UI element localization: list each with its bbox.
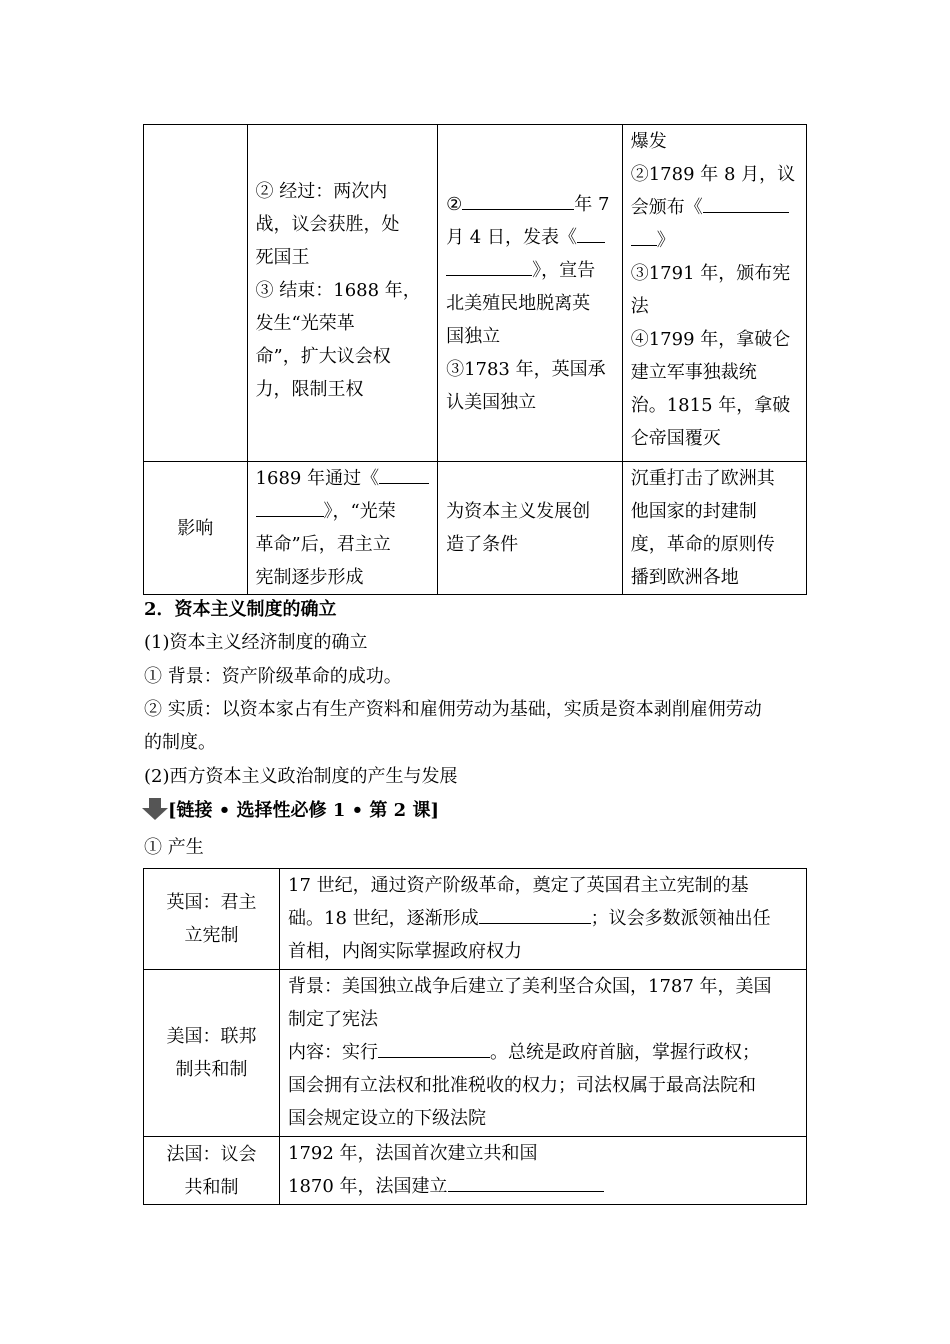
fill-blank[interactable] bbox=[379, 463, 429, 484]
text-fragment: 年 7 bbox=[574, 194, 610, 215]
text-line: 美国：联邦 bbox=[166, 1026, 257, 1047]
text-line: ③1783 年，英国承 bbox=[446, 359, 606, 380]
fill-blank[interactable] bbox=[446, 255, 532, 276]
text-fragment: 》 bbox=[656, 230, 675, 251]
text-line: 建立军事独裁统 bbox=[630, 362, 757, 383]
uk-content-cell bbox=[280, 869, 807, 970]
item-essence-line2: 的制度。 bbox=[144, 732, 216, 753]
subheading-economic: (1)资本主义经济制度的确立 bbox=[144, 632, 368, 653]
text-fragment: 月 4 日，发表《 bbox=[446, 227, 577, 248]
text-line: ②1789 年 8 月，议 bbox=[630, 164, 796, 185]
text-line: 国独立 bbox=[446, 326, 501, 347]
text-line: 播到欧洲各地 bbox=[630, 567, 739, 588]
fill-blank[interactable] bbox=[462, 189, 574, 210]
fill-blank[interactable] bbox=[631, 225, 657, 246]
text-line: 国会规定设立的下级法院 bbox=[288, 1108, 486, 1129]
text-line: ③ 结束：1688 年， bbox=[255, 280, 421, 301]
text-line: 造了条件 bbox=[446, 534, 519, 555]
table-row-influence bbox=[144, 462, 807, 595]
link-reference bbox=[142, 794, 439, 827]
item-origin: ① 产生 bbox=[144, 837, 204, 858]
text-line bbox=[631, 224, 798, 257]
text-line bbox=[288, 1036, 798, 1069]
text-line: ② 经过：两次内 bbox=[255, 181, 388, 202]
text-fragment: 。总统是政府首脑，掌握行政权； bbox=[490, 1042, 760, 1063]
text-line: ④1799 年，拿破仑 bbox=[630, 329, 791, 350]
american-influence-cell bbox=[438, 462, 623, 595]
fill-blank[interactable] bbox=[703, 192, 789, 213]
french-influence-cell bbox=[622, 462, 806, 595]
text-line: 力，限制王权 bbox=[255, 379, 364, 400]
subheading-political: (2)西方资本主义政治制度的产生与发展 bbox=[144, 766, 458, 787]
uk-label-cell bbox=[144, 869, 280, 970]
text-line: 战，议会获胜，处 bbox=[255, 214, 400, 235]
link-text: [链接 • 选择性必修 1 • 第 2 课] bbox=[168, 800, 439, 821]
empty-label-cell bbox=[144, 125, 248, 462]
text-line: 沉重打击了欧洲其 bbox=[630, 468, 775, 489]
text-fragment: 》，宣告 bbox=[532, 260, 596, 281]
text-line: ③1791 年，颁布宪 bbox=[630, 263, 791, 284]
text-line: 爆发 bbox=[630, 131, 667, 152]
text-line bbox=[631, 191, 798, 224]
text-line: 命”，扩大议会权 bbox=[255, 346, 391, 367]
fill-blank[interactable] bbox=[256, 496, 324, 517]
text-line: 仑帝国覆灭 bbox=[630, 428, 721, 449]
text-fragment: 会颁布《 bbox=[630, 197, 703, 218]
text-fragment: ；议会多数派领袖出任 bbox=[590, 908, 771, 929]
text-line: 度，革命的原则传 bbox=[630, 534, 775, 555]
text-line: 他国家的封建制 bbox=[630, 501, 757, 522]
text-line bbox=[446, 254, 614, 287]
text-fragment: 内容：实行 bbox=[288, 1042, 378, 1063]
text-line: 制定了宪法 bbox=[288, 1009, 378, 1030]
us-label-cell bbox=[144, 970, 280, 1137]
table-row bbox=[144, 970, 807, 1137]
english-revolution-process-cell bbox=[247, 125, 438, 462]
text-line: 治。1815 年，拿破 bbox=[630, 395, 791, 416]
fill-blank[interactable] bbox=[479, 903, 591, 924]
text-line: 制共和制 bbox=[175, 1059, 248, 1080]
text-line: 英国：君主 bbox=[166, 892, 257, 913]
political-system-table bbox=[143, 868, 807, 1205]
us-content-cell bbox=[280, 970, 807, 1137]
text-line: 17 世纪，通过资产阶级革命，奠定了英国君主立宪制的基 bbox=[288, 875, 749, 896]
text-line: 法国：议会 bbox=[166, 1143, 257, 1165]
fill-blank[interactable] bbox=[577, 222, 605, 243]
text-fragment: 1689 年通过《 bbox=[255, 468, 380, 489]
item-background: ① 背景：资产阶级革命的成功。 bbox=[144, 666, 402, 687]
text-line bbox=[256, 462, 430, 495]
text-line: 法 bbox=[630, 296, 649, 317]
english-influence-cell bbox=[247, 462, 438, 595]
fill-blank[interactable] bbox=[448, 1171, 604, 1192]
text-line: 发生“光荣革 bbox=[255, 313, 355, 334]
france-label-cell bbox=[144, 1137, 280, 1205]
section-heading: 2．资本主义制度的确立 bbox=[144, 599, 337, 620]
table-row-process bbox=[144, 125, 807, 462]
text-fragment: 础。18 世纪，逐渐形成 bbox=[288, 908, 479, 929]
text-line: 死国王 bbox=[255, 247, 310, 268]
down-arrow-icon bbox=[142, 798, 168, 820]
text-line: 革命”后，君主立 bbox=[255, 534, 391, 555]
text-line: 1792 年，法国首次建立共和国 bbox=[288, 1143, 538, 1164]
text-fragment: 1870 年，法国建立 bbox=[288, 1176, 448, 1197]
text-line bbox=[288, 1170, 798, 1203]
text-line: 宪制逐步形成 bbox=[255, 567, 364, 588]
text-line: 首相，内阁实际掌握政府权力 bbox=[288, 941, 522, 962]
text-line: 认美国独立 bbox=[446, 392, 537, 413]
revolution-table bbox=[143, 124, 807, 595]
text-line: 国会拥有立法权和批准税收的权力；司法权属于最高法院和 bbox=[288, 1075, 756, 1096]
text-line: 北美殖民地脱离英 bbox=[446, 293, 591, 314]
fill-blank[interactable] bbox=[378, 1037, 490, 1058]
text-line bbox=[288, 902, 798, 935]
france-content-cell bbox=[280, 1137, 807, 1205]
table-row bbox=[144, 869, 807, 970]
item-essence-line1: ② 实质：以资本家占有生产资料和雇佣劳动为基础，实质是资本剥削雇佣劳动 bbox=[144, 699, 762, 720]
text-line bbox=[256, 495, 430, 528]
text-line: 背景：美国独立战争后建立了美利坚合众国，1787 年，美国 bbox=[288, 976, 772, 997]
american-revolution-process-cell bbox=[438, 125, 623, 462]
text-line bbox=[446, 188, 614, 221]
text-line: 为资本主义发展创 bbox=[446, 501, 591, 522]
french-revolution-process-cell bbox=[622, 125, 806, 462]
text-line bbox=[446, 221, 614, 254]
influence-label-cell: 影响 bbox=[144, 462, 248, 595]
text-line: 立宪制 bbox=[184, 925, 239, 946]
text-fragment: ② bbox=[446, 194, 463, 215]
text-fragment: 》，“光荣 bbox=[323, 501, 396, 522]
table-row bbox=[144, 1137, 807, 1205]
text-line: 共和制 bbox=[184, 1176, 239, 1198]
